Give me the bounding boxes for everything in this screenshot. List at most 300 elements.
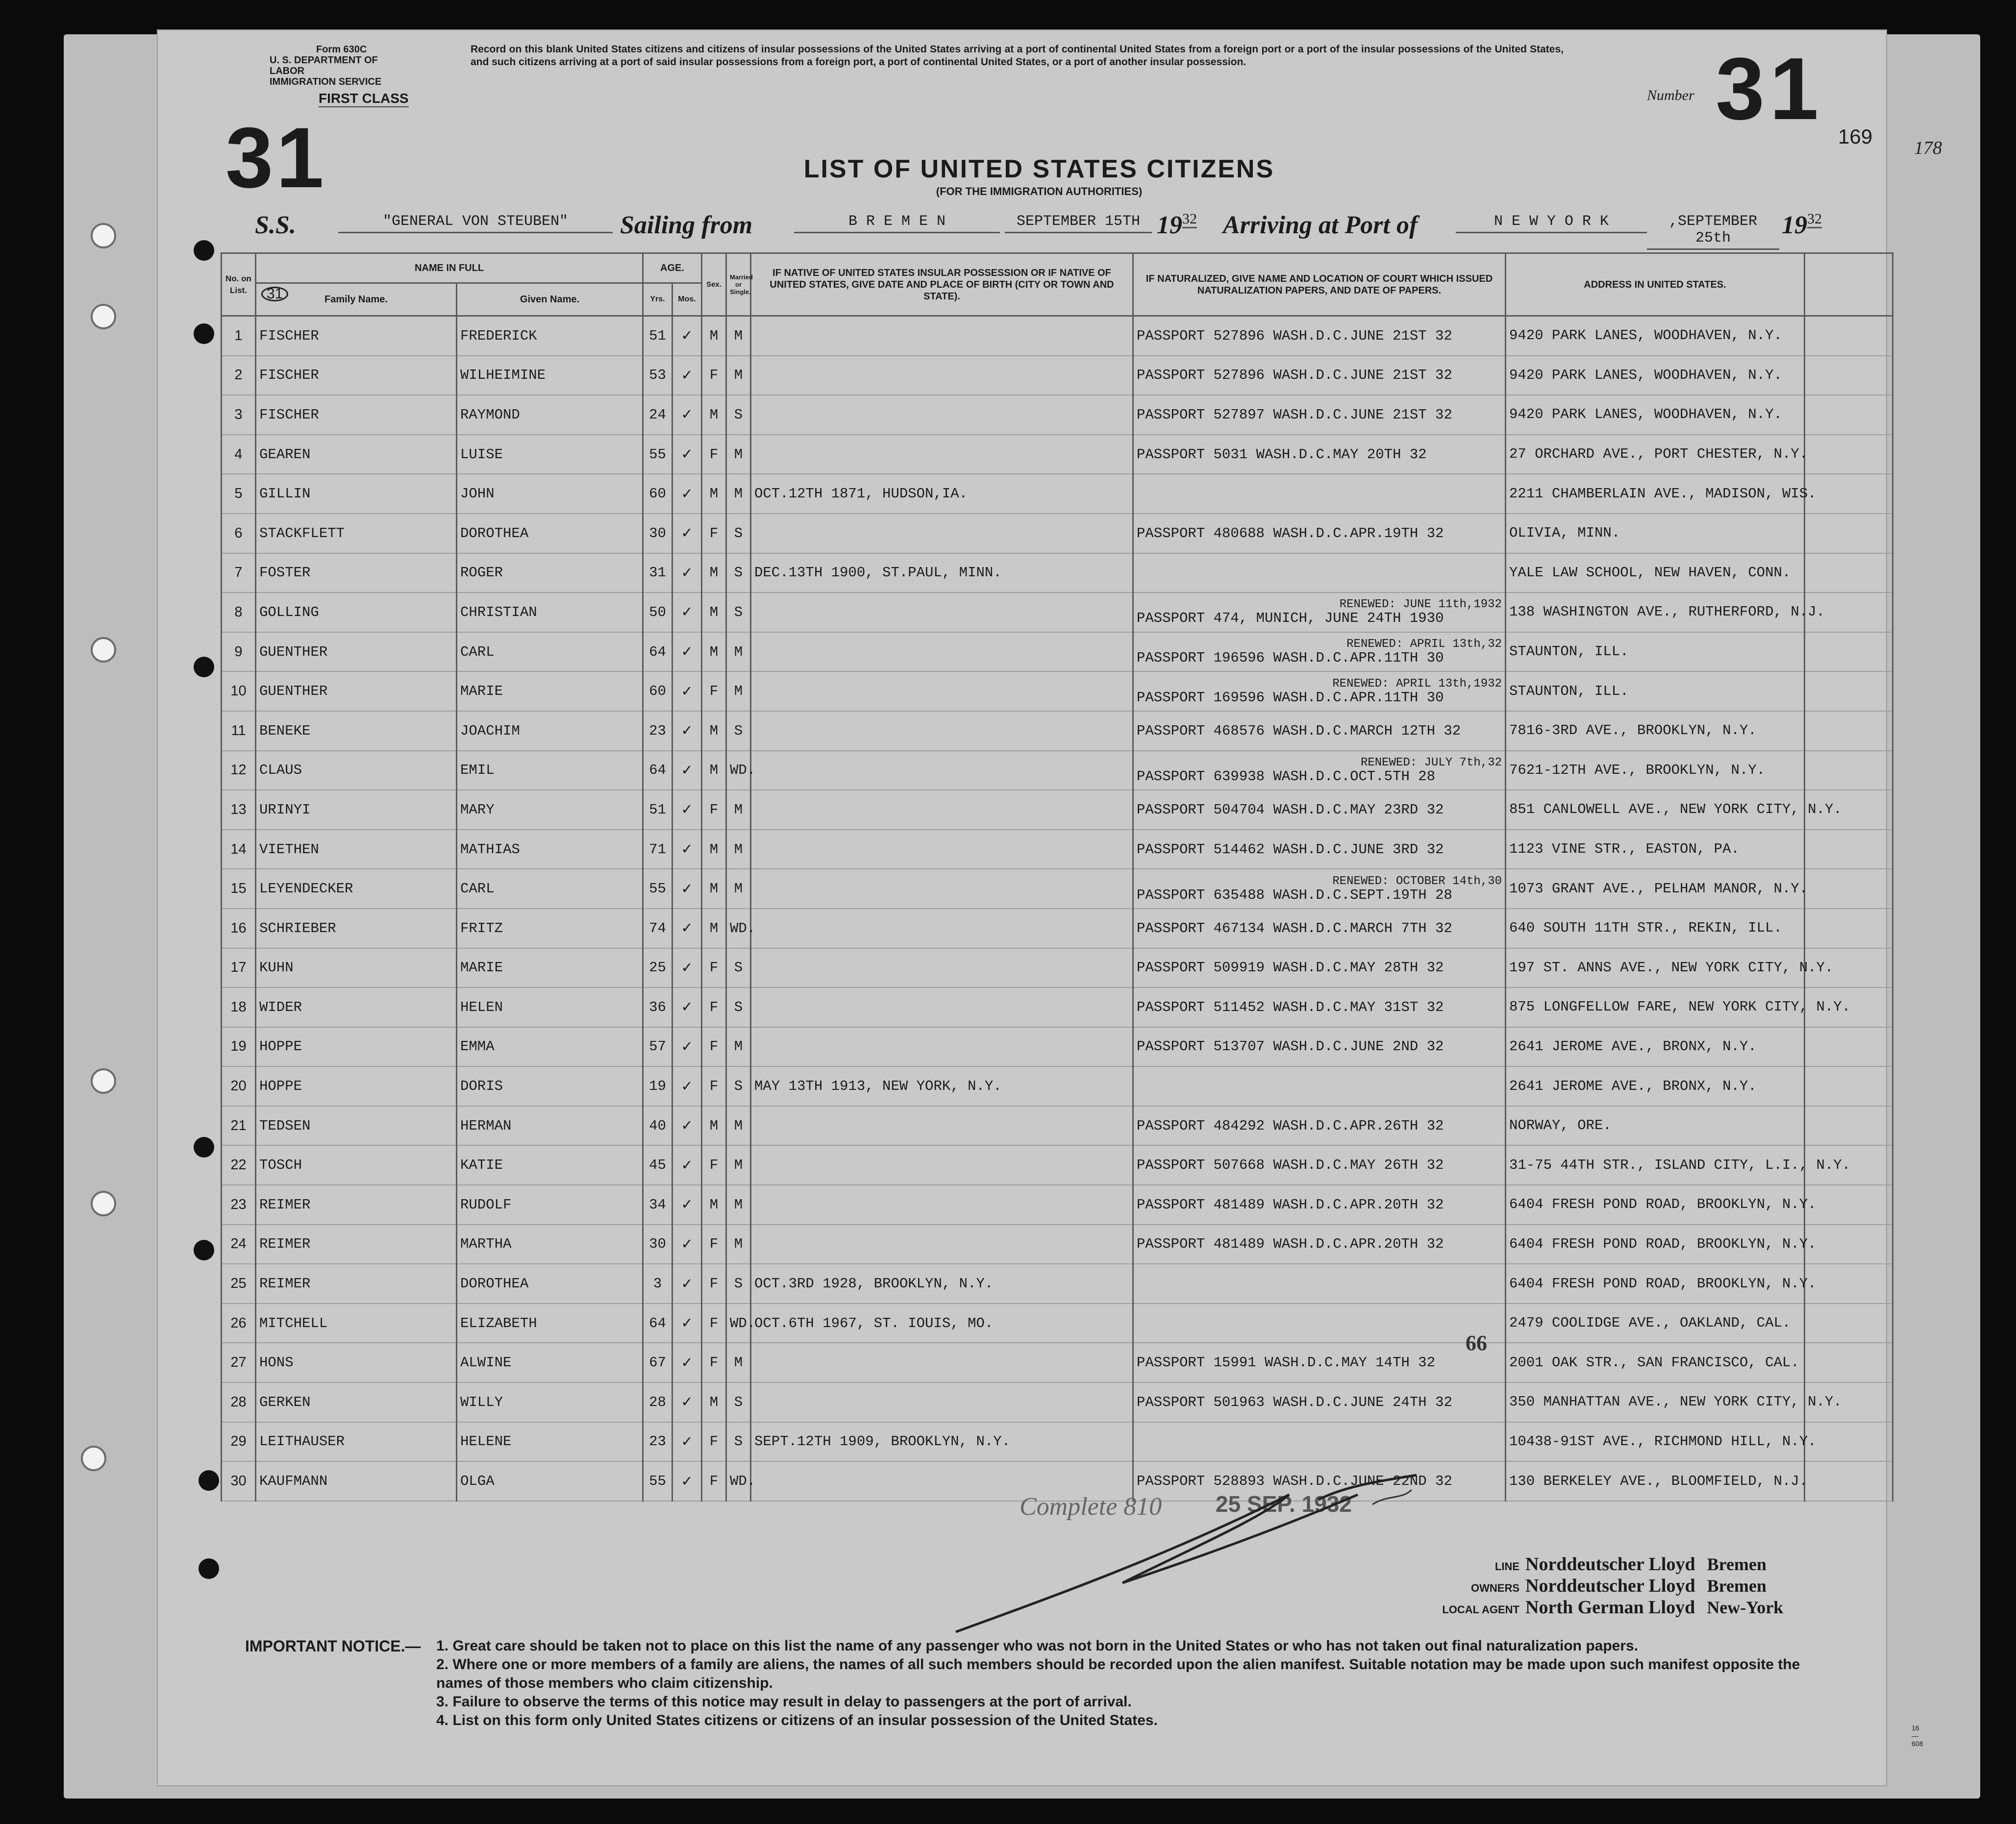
address: 9420 PARK LANES, WOODHAVEN, N.Y. xyxy=(1506,356,1805,395)
address: 2479 COOLIDGE AVE., OAKLAND, CAL. xyxy=(1506,1304,1805,1343)
table-row xyxy=(222,1304,1893,1343)
agent-label: LOCAL AGENT xyxy=(1442,1603,1519,1616)
row-number: 17 xyxy=(222,948,256,988)
blank-cell xyxy=(1805,671,1893,711)
address: 1123 VINE STR., EASTON, PA. xyxy=(1506,830,1805,869)
marital-status: M xyxy=(726,316,751,356)
row-number: 28 xyxy=(222,1382,256,1422)
passport-text: PASSPORT 169596 WASH.D.C.APR.11TH 30 xyxy=(1137,689,1444,706)
row-number: 18 xyxy=(222,987,256,1027)
birth-info xyxy=(751,1145,1133,1185)
blank-cell xyxy=(1805,711,1893,751)
marital-status: M xyxy=(726,1225,751,1264)
page-subtitle: (FOR THE IMMIGRATION AUTHORITIES) xyxy=(936,185,1143,197)
table-row xyxy=(222,790,1893,830)
naturalization-info: PASSPORT 481489 WASH.D.C.APR.20TH 32 xyxy=(1133,1225,1506,1264)
marital-status: M xyxy=(726,1343,751,1382)
row-number: 12 xyxy=(222,751,256,790)
given-name: ALWINE xyxy=(457,1343,643,1382)
sex: F xyxy=(702,987,726,1027)
given-name: HELENE xyxy=(457,1422,643,1462)
blank-cell xyxy=(1805,474,1893,514)
passport-text: PASSPORT 639938 WASH.D.C.OCT.5TH 28 xyxy=(1137,768,1436,785)
birth-info xyxy=(751,751,1133,790)
marital-status: S xyxy=(726,948,751,988)
birth-info xyxy=(751,869,1133,909)
check-mark-icon: ✓ xyxy=(672,356,702,395)
class-label: FIRST CLASS xyxy=(319,91,409,107)
address: 9420 PARK LANES, WOODHAVEN, N.Y. xyxy=(1506,316,1805,356)
handwritten-list-number: 31 xyxy=(225,110,327,206)
blank-cell xyxy=(1805,632,1893,672)
check-mark-icon: ✓ xyxy=(672,1066,702,1106)
given-name: JOACHIM xyxy=(457,711,643,751)
birth-info xyxy=(751,435,1133,474)
table-row xyxy=(222,671,1893,711)
punch-hole xyxy=(199,1470,219,1491)
address: 640 SOUTH 11TH STR., REKIN, ILL. xyxy=(1506,909,1805,948)
notice-heading: IMPORTANT NOTICE.— xyxy=(245,1637,421,1655)
given-name: MARIE xyxy=(457,671,643,711)
sex: M xyxy=(702,553,726,593)
col-age: AGE. xyxy=(643,253,702,283)
birth-info xyxy=(751,671,1133,711)
marital-status: M xyxy=(726,356,751,395)
row-number: 1 xyxy=(222,316,256,356)
given-name: HELEN xyxy=(457,987,643,1027)
family-name: REIMER xyxy=(256,1264,457,1304)
naturalization-info xyxy=(1133,474,1506,514)
family-name: KAUFMANN xyxy=(256,1461,457,1501)
punch-hole xyxy=(194,1240,214,1260)
passenger-rows xyxy=(222,316,1893,1501)
age-years: 28 xyxy=(643,1382,672,1422)
naturalization-info: PASSPORT 15991 WASH.D.C.MAY 14TH 32 xyxy=(1133,1343,1506,1382)
passport-text: PASSPORT 196596 WASH.D.C.APR.11TH 30 xyxy=(1137,650,1444,666)
blank-cell xyxy=(1805,514,1893,553)
age-years: 19 xyxy=(643,1066,672,1106)
renewed-note: RENEWED: APRIL 13th,1932 xyxy=(1332,677,1502,690)
notice-item: 3. Failure to observe the terms of this notice may result in delay to passengers at the port of arrival. xyxy=(436,1694,1132,1710)
birth-info xyxy=(751,1225,1133,1264)
given-name: EMMA xyxy=(457,1027,643,1067)
naturalization-info: PASSPORT 509919 WASH.D.C.MAY 28TH 32 xyxy=(1133,948,1506,988)
punch-hole xyxy=(194,323,214,344)
naturalization-info: PASSPORT 527896 WASH.D.C.JUNE 21ST 32 xyxy=(1133,316,1506,356)
naturalization-info xyxy=(1133,632,1506,672)
family-name: FOSTER xyxy=(256,553,457,593)
passenger-table xyxy=(221,252,1893,1502)
given-name: JOHN xyxy=(457,474,643,514)
naturalization-info: PASSPORT 480688 WASH.D.C.APR.19TH 32 xyxy=(1133,514,1506,553)
birth-info xyxy=(751,830,1133,869)
age-years: 55 xyxy=(643,435,672,474)
number-label: Number xyxy=(1647,87,1694,103)
birth-info xyxy=(751,1382,1133,1422)
marital-status: S xyxy=(726,1264,751,1304)
address: 2641 JEROME AVE., BRONX, N.Y. xyxy=(1506,1027,1805,1067)
check-mark-icon: ✓ xyxy=(672,790,702,830)
age-years: 3 xyxy=(643,1264,672,1304)
row-number: 15 xyxy=(222,869,256,909)
table-row xyxy=(222,869,1893,909)
blank-cell xyxy=(1805,316,1893,356)
marital-status: M xyxy=(726,790,751,830)
col-married: Married or Single. xyxy=(726,253,751,316)
sex: F xyxy=(702,1225,726,1264)
binder-hole xyxy=(91,304,116,329)
table-row xyxy=(222,1106,1893,1146)
row-number: 24 xyxy=(222,1225,256,1264)
sex: F xyxy=(702,356,726,395)
table-row xyxy=(222,1225,1893,1264)
age-years: 40 xyxy=(643,1106,672,1146)
row-number: 4 xyxy=(222,435,256,474)
completion-stamp: Complete 810 xyxy=(1020,1493,1162,1521)
address: 6404 FRESH POND ROAD, BROOKLYN, N.Y. xyxy=(1506,1225,1805,1264)
marital-status: S xyxy=(726,553,751,593)
blank-cell xyxy=(1805,1304,1893,1343)
given-name: LUISE xyxy=(457,435,643,474)
punch-hole xyxy=(194,240,214,261)
row-number: 16 xyxy=(222,909,256,948)
arriving-label: Arriving at Port of xyxy=(1223,211,1418,239)
table-row xyxy=(222,632,1893,672)
naturalization-info xyxy=(1133,1264,1506,1304)
line-label: LINE xyxy=(1494,1560,1519,1573)
agent-city: New-York xyxy=(1707,1598,1784,1617)
check-mark-icon: ✓ xyxy=(672,671,702,711)
sex: M xyxy=(702,316,726,356)
birth-info xyxy=(751,1343,1133,1382)
address: OLIVIA, MINN. xyxy=(1506,514,1805,553)
naturalization-info: PASSPORT 481489 WASH.D.C.APR.20TH 32 xyxy=(1133,1185,1506,1225)
marital-status: M xyxy=(726,1106,751,1146)
birth-info: SEPT.12TH 1909, BROOKLYN, N.Y. xyxy=(751,1422,1133,1462)
birth-info xyxy=(751,948,1133,988)
check-mark-icon: ✓ xyxy=(672,1382,702,1422)
sex: M xyxy=(702,592,726,632)
address: 7816-3RD AVE., BROOKLYN, N.Y. xyxy=(1506,711,1805,751)
row-number: 11 xyxy=(222,711,256,751)
sailing-from-label: Sailing from xyxy=(620,211,753,239)
row-number: 22 xyxy=(222,1145,256,1185)
family-name: WIDER xyxy=(256,987,457,1027)
naturalization-info: PASSPORT 511452 WASH.D.C.MAY 31ST 32 xyxy=(1133,987,1506,1027)
address: 6404 FRESH POND ROAD, BROOKLYN, N.Y. xyxy=(1506,1185,1805,1225)
naturalization-info: PASSPORT 527897 WASH.D.C.JUNE 21ST 32 xyxy=(1133,395,1506,435)
agent-row xyxy=(1436,1597,1783,1618)
given-name: MARTHA xyxy=(457,1225,643,1264)
sex: F xyxy=(702,790,726,830)
renewed-note: RENEWED: JULY 7th,32 xyxy=(1360,756,1502,769)
check-mark-icon: ✓ xyxy=(672,435,702,474)
age-years: 74 xyxy=(643,909,672,948)
marital-status: M xyxy=(726,1027,751,1067)
naturalization-info: PASSPORT 507668 WASH.D.C.MAY 26TH 32 xyxy=(1133,1145,1506,1185)
row-number: 9 xyxy=(222,632,256,672)
owners-city: Bremen xyxy=(1707,1576,1767,1596)
birth-info: OCT.3RD 1928, BROOKLYN, N.Y. xyxy=(751,1264,1133,1304)
check-mark-icon: ✓ xyxy=(672,395,702,435)
marital-status: S xyxy=(726,711,751,751)
birth-info xyxy=(751,711,1133,751)
check-mark-icon: ✓ xyxy=(672,1145,702,1185)
age-years: 36 xyxy=(643,987,672,1027)
check-mark-icon: ✓ xyxy=(672,592,702,632)
table-row xyxy=(222,1145,1893,1185)
given-name: MARY xyxy=(457,790,643,830)
family-name: GOLLING xyxy=(256,592,457,632)
sex: M xyxy=(702,869,726,909)
age-years: 30 xyxy=(643,1225,672,1264)
check-mark-icon: ✓ xyxy=(672,474,702,514)
age-years: 30 xyxy=(643,514,672,553)
family-name: GUENTHER xyxy=(256,632,457,672)
sailing-year-suffix: 32 xyxy=(1182,211,1197,228)
sex: F xyxy=(702,435,726,474)
address: 2001 OAK STR., SAN FRANCISCO, CAL. xyxy=(1506,1343,1805,1382)
given-name: MATHIAS xyxy=(457,830,643,869)
check-mark-icon: ✓ xyxy=(672,1106,702,1146)
age-years: 60 xyxy=(643,671,672,711)
family-name: REIMER xyxy=(256,1225,457,1264)
blank-cell xyxy=(1805,1461,1893,1501)
line-value: Norddeutscher Lloyd xyxy=(1525,1554,1695,1575)
margin-mark: 66 xyxy=(1466,1331,1487,1355)
age-years: 64 xyxy=(643,1304,672,1343)
table-row xyxy=(222,909,1893,948)
address: 197 ST. ANNS AVE., NEW YORK CITY, N.Y. xyxy=(1506,948,1805,988)
address: 851 CANLOWELL AVE., NEW YORK CITY, N.Y. xyxy=(1506,790,1805,830)
renewed-note: RENEWED: OCTOBER 14th,30 xyxy=(1332,874,1502,888)
naturalization-info: PASSPORT 528893 WASH.D.C.JUNE 22ND 32 xyxy=(1133,1461,1506,1501)
age-years: 50 xyxy=(643,592,672,632)
arriving-year-suffix: 32 xyxy=(1807,211,1822,228)
check-mark-icon: ✓ xyxy=(672,1027,702,1067)
marital-status: WD. xyxy=(726,1304,751,1343)
birth-info xyxy=(751,592,1133,632)
department-name: U. S. DEPARTMENT OF LABOR xyxy=(270,55,378,76)
given-name: KATIE xyxy=(457,1145,643,1185)
check-mark-icon: ✓ xyxy=(672,514,702,553)
blank-cell xyxy=(1805,830,1893,869)
family-name-label: Family Name. xyxy=(324,294,388,305)
row-number: 10 xyxy=(222,671,256,711)
age-years: 24 xyxy=(643,395,672,435)
address: 2641 JEROME AVE., BRONX, N.Y. xyxy=(1506,1066,1805,1106)
table-row xyxy=(222,1027,1893,1067)
given-name: WILHEIMINE xyxy=(457,356,643,395)
sex: F xyxy=(702,1304,726,1343)
col-address: ADDRESS IN UNITED STATES. xyxy=(1506,253,1805,316)
naturalization-info xyxy=(1133,1304,1506,1343)
family-name: GEAREN xyxy=(256,435,457,474)
blank-cell xyxy=(1805,909,1893,948)
marital-status: WD. xyxy=(726,751,751,790)
row-number: 8 xyxy=(222,592,256,632)
col-yrs: Yrs. xyxy=(643,283,672,316)
address: 31-75 44TH STR., ISLAND CITY, L.I., N.Y. xyxy=(1506,1145,1805,1185)
blank-cell xyxy=(1805,1422,1893,1462)
row-number: 6 xyxy=(222,514,256,553)
table-row xyxy=(222,1264,1893,1304)
table-row xyxy=(222,435,1893,474)
given-name: CARL xyxy=(457,632,643,672)
age-years: 25 xyxy=(643,948,672,988)
sex: M xyxy=(702,751,726,790)
marital-status: M xyxy=(726,435,751,474)
age-years: 71 xyxy=(643,830,672,869)
given-name: ELIZABETH xyxy=(457,1304,643,1343)
given-name: ROGER xyxy=(457,553,643,593)
table-row xyxy=(222,395,1893,435)
family-name: HOPPE xyxy=(256,1027,457,1067)
naturalization-info: PASSPORT 504704 WASH.D.C.MAY 23RD 32 xyxy=(1133,790,1506,830)
row-number: 19 xyxy=(222,1027,256,1067)
sex: F xyxy=(702,1422,726,1462)
notice-item: 1. Great care should be taken not to place on this list the name of any passenger who was not born in the United States or who has not taken out final naturalization papers. xyxy=(436,1638,1639,1654)
naturalization-info xyxy=(1133,553,1506,593)
check-mark-icon: ✓ xyxy=(672,1185,702,1225)
family-name: SCHRIEBER xyxy=(256,909,457,948)
notice-item: 2. Where one or more members of a family are aliens, the names of all such members should be recorded upon the alien manifest. Suitable notation may be made upon such manifest opposite the names of those members who claim citizenship. xyxy=(436,1656,1800,1691)
family-name: REIMER xyxy=(256,1185,457,1225)
age-years: 53 xyxy=(643,356,672,395)
marital-status: M xyxy=(726,1185,751,1225)
marital-status: S xyxy=(726,987,751,1027)
sex: M xyxy=(702,711,726,751)
naturalization-info xyxy=(1133,751,1506,790)
binder-hole xyxy=(81,1446,106,1471)
address: 9420 PARK LANES, WOODHAVEN, N.Y. xyxy=(1506,395,1805,435)
given-name: HERMAN xyxy=(457,1106,643,1146)
blank-cell xyxy=(1805,1066,1893,1106)
marital-status: M xyxy=(726,474,751,514)
row-number: 13 xyxy=(222,790,256,830)
arriving-port: N E W Y O R K xyxy=(1456,213,1647,233)
blank-cell xyxy=(1805,435,1893,474)
blank-cell xyxy=(1805,1264,1893,1304)
age-years: 23 xyxy=(643,711,672,751)
check-mark-icon: ✓ xyxy=(672,909,702,948)
family-name: KUHN xyxy=(256,948,457,988)
check-mark-icon: ✓ xyxy=(672,1304,702,1343)
family-name: TOSCH xyxy=(256,1145,457,1185)
table-row xyxy=(222,1343,1893,1382)
blank-cell xyxy=(1805,553,1893,593)
given-name: WILLY xyxy=(457,1382,643,1422)
binder-hole xyxy=(91,1068,116,1094)
naturalization-info xyxy=(1133,1066,1506,1106)
given-name: CHRISTIAN xyxy=(457,592,643,632)
given-name: FRITZ xyxy=(457,909,643,948)
marital-status: M xyxy=(726,632,751,672)
page-title: LIST OF UNITED STATES CITIZENS xyxy=(803,155,1275,183)
family-name: GERKEN xyxy=(256,1382,457,1422)
marital-status: M xyxy=(726,1145,751,1185)
col-family-name xyxy=(256,283,457,316)
sex: M xyxy=(702,909,726,948)
sex: F xyxy=(702,514,726,553)
naturalization-info: PASSPORT 513707 WASH.D.C.JUNE 2ND 32 xyxy=(1133,1027,1506,1067)
notice-list xyxy=(245,1637,1848,1730)
arriving-year xyxy=(1782,211,1822,245)
marital-status: WD. xyxy=(726,909,751,948)
marital-status: M xyxy=(726,869,751,909)
table-row xyxy=(222,356,1893,395)
address: 6404 FRESH POND ROAD, BROOKLYN, N.Y. xyxy=(1506,1264,1805,1304)
sex: F xyxy=(702,1461,726,1501)
table-row xyxy=(222,711,1893,751)
naturalization-info: PASSPORT 527896 WASH.D.C.JUNE 21ST 32 xyxy=(1133,356,1506,395)
given-name: EMIL xyxy=(457,751,643,790)
service-name: IMMIGRATION SERVICE xyxy=(270,76,382,87)
birth-info: DEC.13TH 1900, ST.PAUL, MINN. xyxy=(751,553,1133,593)
address: NORWAY, ORE. xyxy=(1506,1106,1805,1146)
col-blank xyxy=(1805,253,1893,316)
sex: M xyxy=(702,632,726,672)
family-name: FISCHER xyxy=(256,395,457,435)
table-row xyxy=(222,553,1893,593)
blank-cell xyxy=(1805,1027,1893,1067)
line-row xyxy=(1436,1553,1783,1575)
address: YALE LAW SCHOOL, NEW HAVEN, CONN. xyxy=(1506,553,1805,593)
family-name: FISCHER xyxy=(256,316,457,356)
check-mark-icon: ✓ xyxy=(672,632,702,672)
col-native: IF NATIVE OF UNITED STATES INSULAR POSSESSION OR IF NATIVE OF UNITED STATES, GIVE DATE AND PLACE OF BIRTH (CITY OR TOWN AND STATE). xyxy=(751,253,1133,316)
family-name: TEDSEN xyxy=(256,1106,457,1146)
table-row xyxy=(222,948,1893,988)
stamp-date: 25 SEP. 1932 xyxy=(1216,1491,1352,1517)
address: 875 LONGFELLOW FARE, NEW YORK CITY, N.Y. xyxy=(1506,987,1805,1027)
owners-label: OWNERS xyxy=(1471,1582,1519,1594)
sex: M xyxy=(702,1106,726,1146)
naturalization-info: PASSPORT 514462 WASH.D.C.JUNE 3RD 32 xyxy=(1133,830,1506,869)
col-given-name: Given Name. xyxy=(457,283,643,316)
given-name: OLGA xyxy=(457,1461,643,1501)
sex: F xyxy=(702,671,726,711)
check-mark-icon: ✓ xyxy=(672,948,702,988)
row-number: 5 xyxy=(222,474,256,514)
inspector-signature xyxy=(917,1465,1505,1661)
family-name: GILLIN xyxy=(256,474,457,514)
family-name: CLAUS xyxy=(256,751,457,790)
naturalization-info xyxy=(1133,592,1506,632)
address: STAUNTON, ILL. xyxy=(1506,632,1805,672)
age-years: 67 xyxy=(643,1343,672,1382)
notice-item: 4. List on this form only United States citizens or citizens of an insular possession of the United States. xyxy=(436,1712,1158,1728)
check-mark-icon: ✓ xyxy=(672,711,702,751)
family-name: VIETHEN xyxy=(256,830,457,869)
birth-info: OCT.6TH 1967, ST. IOUIS, MO. xyxy=(751,1304,1133,1343)
table-row xyxy=(222,830,1893,869)
agent-value: North German Lloyd xyxy=(1525,1597,1695,1618)
sex: F xyxy=(702,1066,726,1106)
page-number-alt: 178 xyxy=(1914,138,1942,158)
age-years: 51 xyxy=(643,316,672,356)
family-name: GUENTHER xyxy=(256,671,457,711)
naturalization-info xyxy=(1133,1422,1506,1462)
row-number: 26 xyxy=(222,1304,256,1343)
given-name: DOROTHEA xyxy=(457,1264,643,1304)
given-name: FREDERICK xyxy=(457,316,643,356)
given-name: DORIS xyxy=(457,1066,643,1106)
family-name: STACKFLETT xyxy=(256,514,457,553)
renewed-note: RENEWED: JUNE 11th,1932 xyxy=(1339,598,1502,612)
sex: F xyxy=(702,1027,726,1067)
punch-hole xyxy=(194,1137,214,1158)
